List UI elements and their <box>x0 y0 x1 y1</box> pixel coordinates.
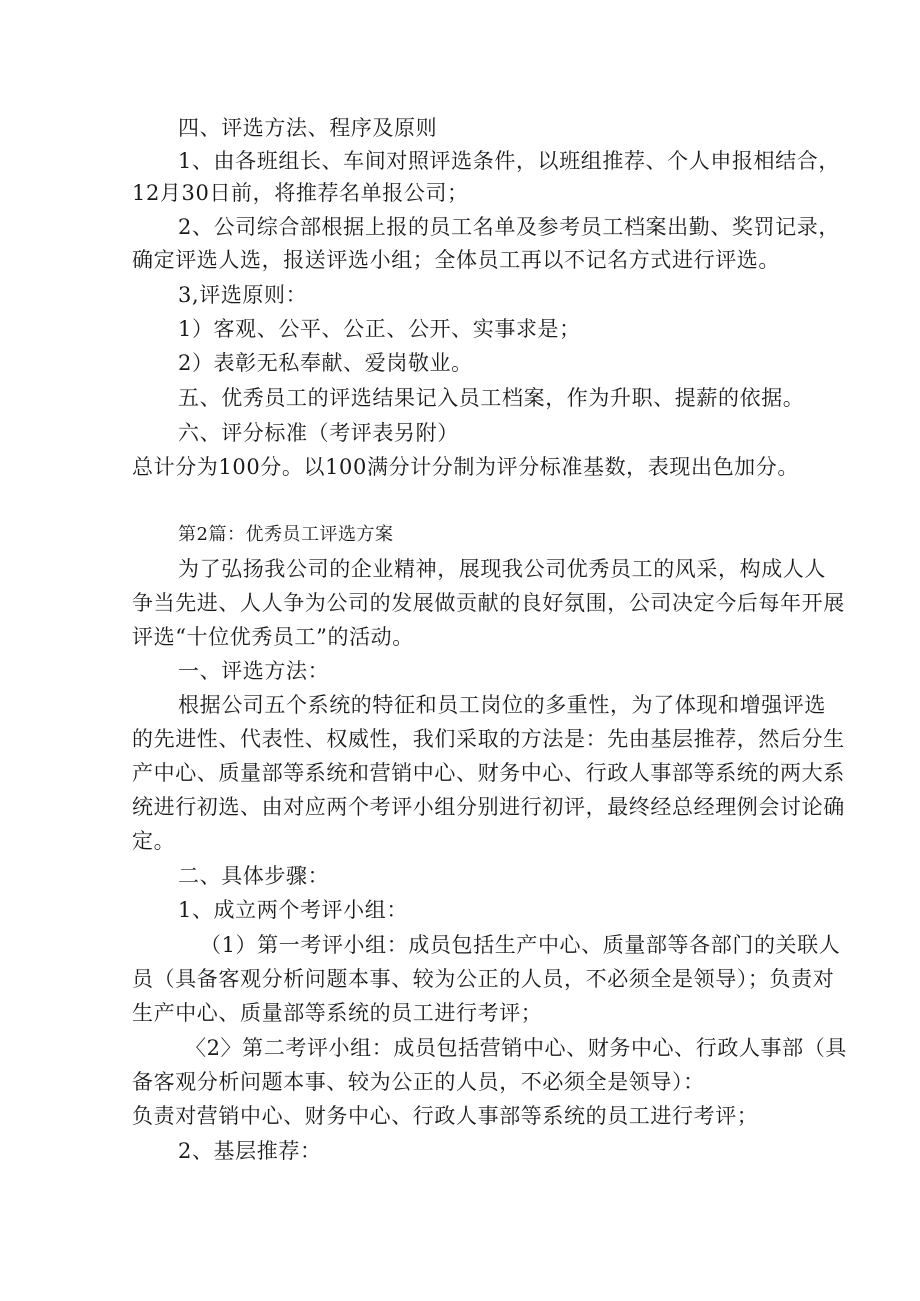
paragraph-line: 统进行初选、由对应两个考评小组分别进行初评，最终经总经理例会讨论确 <box>132 795 845 819</box>
paragraph-line: 产中心、质量部等系统和营销中心、财务中心、行政人事部等系统的两大系 <box>132 761 845 785</box>
paragraph-line: 为了弘扬我公司的企业精神，展现我公司优秀员工的风采，构成人人 <box>178 557 826 581</box>
paragraph-line: 生产中心、质量部等系统的员工进行考评； <box>132 1001 543 1025</box>
article-title: 第2篇：优秀员工评选方案 <box>178 524 394 545</box>
section-5-heading: 五、优秀员工的评选结果记入员工档案，作为升职、提薪的依据。 <box>178 386 805 410</box>
paragraph-line: 确定评选人选，报送评选小组；全体员工再以不记名方式进行评选。 <box>132 248 780 272</box>
paragraph-line: 〈2〉第二考评小组：成员包括营销中心、财务中心、行政人事部（具 <box>185 1036 847 1060</box>
paragraph-line: 负责对营销中心、财务中心、行政人事部等系统的员工进行考评； <box>132 1104 759 1128</box>
step-heading: 1、成立两个考评小组： <box>178 898 408 922</box>
paragraph-line: 2、公司综合部根据上报的员工名单及参考员工档案出勤、奖罚记录， <box>178 215 840 239</box>
paragraph-line: 根据公司五个系统的特征和员工岗位的多重性，为了体现和增强评选 <box>178 693 826 717</box>
paragraph-line: 的先进性、代表性、权威性，我们采取的方法是：先由基层推荐，然后分生 <box>132 727 845 751</box>
paragraph-line: 定。 <box>132 829 176 853</box>
paragraph-line: 总计分为100分。以100满分计分制为评分标准基数，表现出色加分。 <box>132 455 799 479</box>
section-6-heading: 六、评分标准（考评表另附） <box>178 421 459 445</box>
list-item: 1）客观、公平、公正、公开、实事求是； <box>178 317 581 341</box>
paragraph-line: 争当先进、人人争为公司的发展做贡献的良好氛围，公司决定今后每年开展 <box>132 591 845 615</box>
paragraph-line: 备客观分析问题本事、较为公正的人员，不必须全是领导）： <box>132 1070 705 1094</box>
section-2-heading: 二、具体步骤： <box>178 864 330 888</box>
paragraph-line: 12月30日前，将推荐名单报公司； <box>132 181 469 205</box>
paragraph-line: 3,评选原则： <box>178 283 308 307</box>
paragraph-line: （1）第一考评小组：成员包括生产中心、质量部等各部门的关联人 <box>200 933 841 957</box>
section-4-heading: 四、评选方法、程序及原则 <box>178 116 438 140</box>
list-item: 2）表彰无私奉献、爱岗敬业。 <box>178 351 473 375</box>
paragraph-line: 员（具备客观分析问题本事、较为公正的人员，不必须全是领导）；负责对 <box>132 967 835 991</box>
section-1-heading: 一、评选方法： <box>178 659 330 683</box>
paragraph-line: 评选“十位优秀员工”的活动。 <box>132 625 414 649</box>
paragraph-line: 1、由各班组长、车间对照评选条件，以班组推荐、个人申报相结合， <box>178 149 840 173</box>
step-heading: 2、基层推荐： <box>178 1139 322 1163</box>
